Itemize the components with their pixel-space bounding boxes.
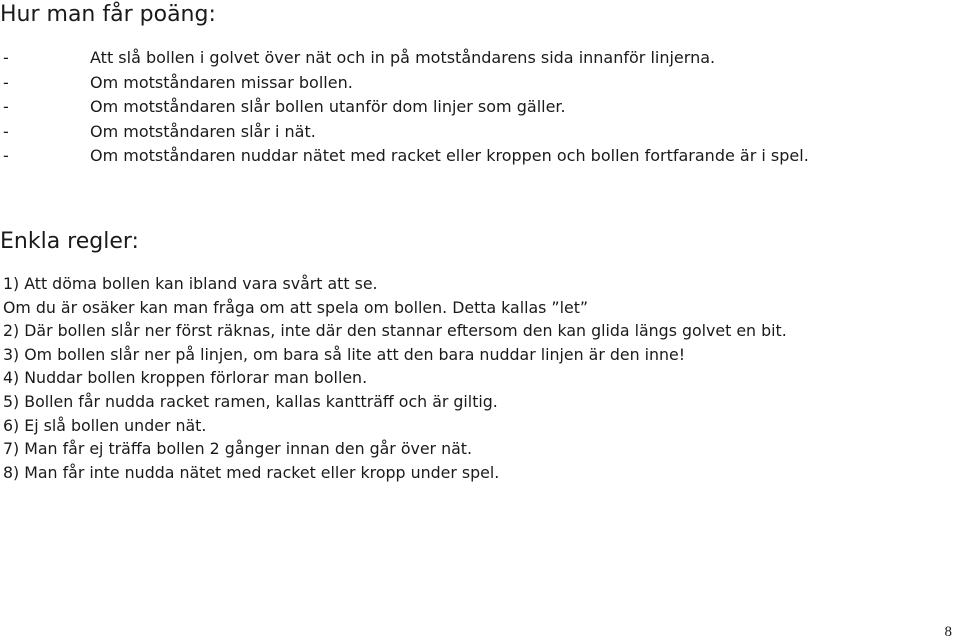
rules-list — [3, 273, 787, 485]
list-item-text: Om motståndaren nuddar nätet med racket eller kroppen och bollen fortfarande är i spel. — [90, 146, 809, 165]
list-item-text: Om motståndaren slår bollen utanför dom linjer som gäller. — [90, 97, 566, 116]
rule-line: Om du är osäker kan man fråga om att spela om bollen. Detta kallas ”let” — [3, 297, 589, 317]
list-item-text: Att slå bollen i golvet över nät och in på motståndarens sida innanför linjerna. — [90, 48, 716, 67]
list-item-text: Om motståndaren missar bollen. — [90, 72, 353, 92]
list-bullet: - — [3, 97, 9, 116]
list-bullet: - — [3, 146, 9, 165]
list-bullet: - — [3, 121, 9, 141]
rule-line: 5) Bollen får nudda racket ramen, kallas kantträff och är giltig. — [3, 391, 498, 411]
rule-line: 7) Man får ej träffa bollen 2 gånger innan den går över nät. — [3, 439, 472, 459]
rule-line: 6) Ej slå bollen under nät. — [3, 415, 207, 435]
rule-line: 2) Där bollen slår ner först räknas, inte där den stannar eftersom den kan glida längs golvet en bit. — [3, 321, 787, 341]
rule-line: 3) Om bollen slår ner på linjen, om bara så lite att den bara nuddar linjen är den inne! — [3, 344, 686, 364]
list-item-text: Om motståndaren slår i nät. — [90, 121, 316, 141]
rule-line: 1) Att döma bollen kan ibland vara svårt att se. — [3, 274, 378, 293]
rule-line: 4) Nuddar bollen kroppen förlorar man bollen. — [3, 368, 368, 388]
rules-heading: Enkla regler: — [0, 229, 139, 254]
page-number: 8 — [944, 624, 952, 640]
list-bullet: - — [3, 48, 9, 67]
rule-line: 8) Man får inte nudda nätet med racket eller kropp under spel. — [3, 462, 500, 482]
scoring-heading: Hur man får poäng: — [0, 2, 216, 27]
list-bullet: - — [3, 72, 9, 92]
